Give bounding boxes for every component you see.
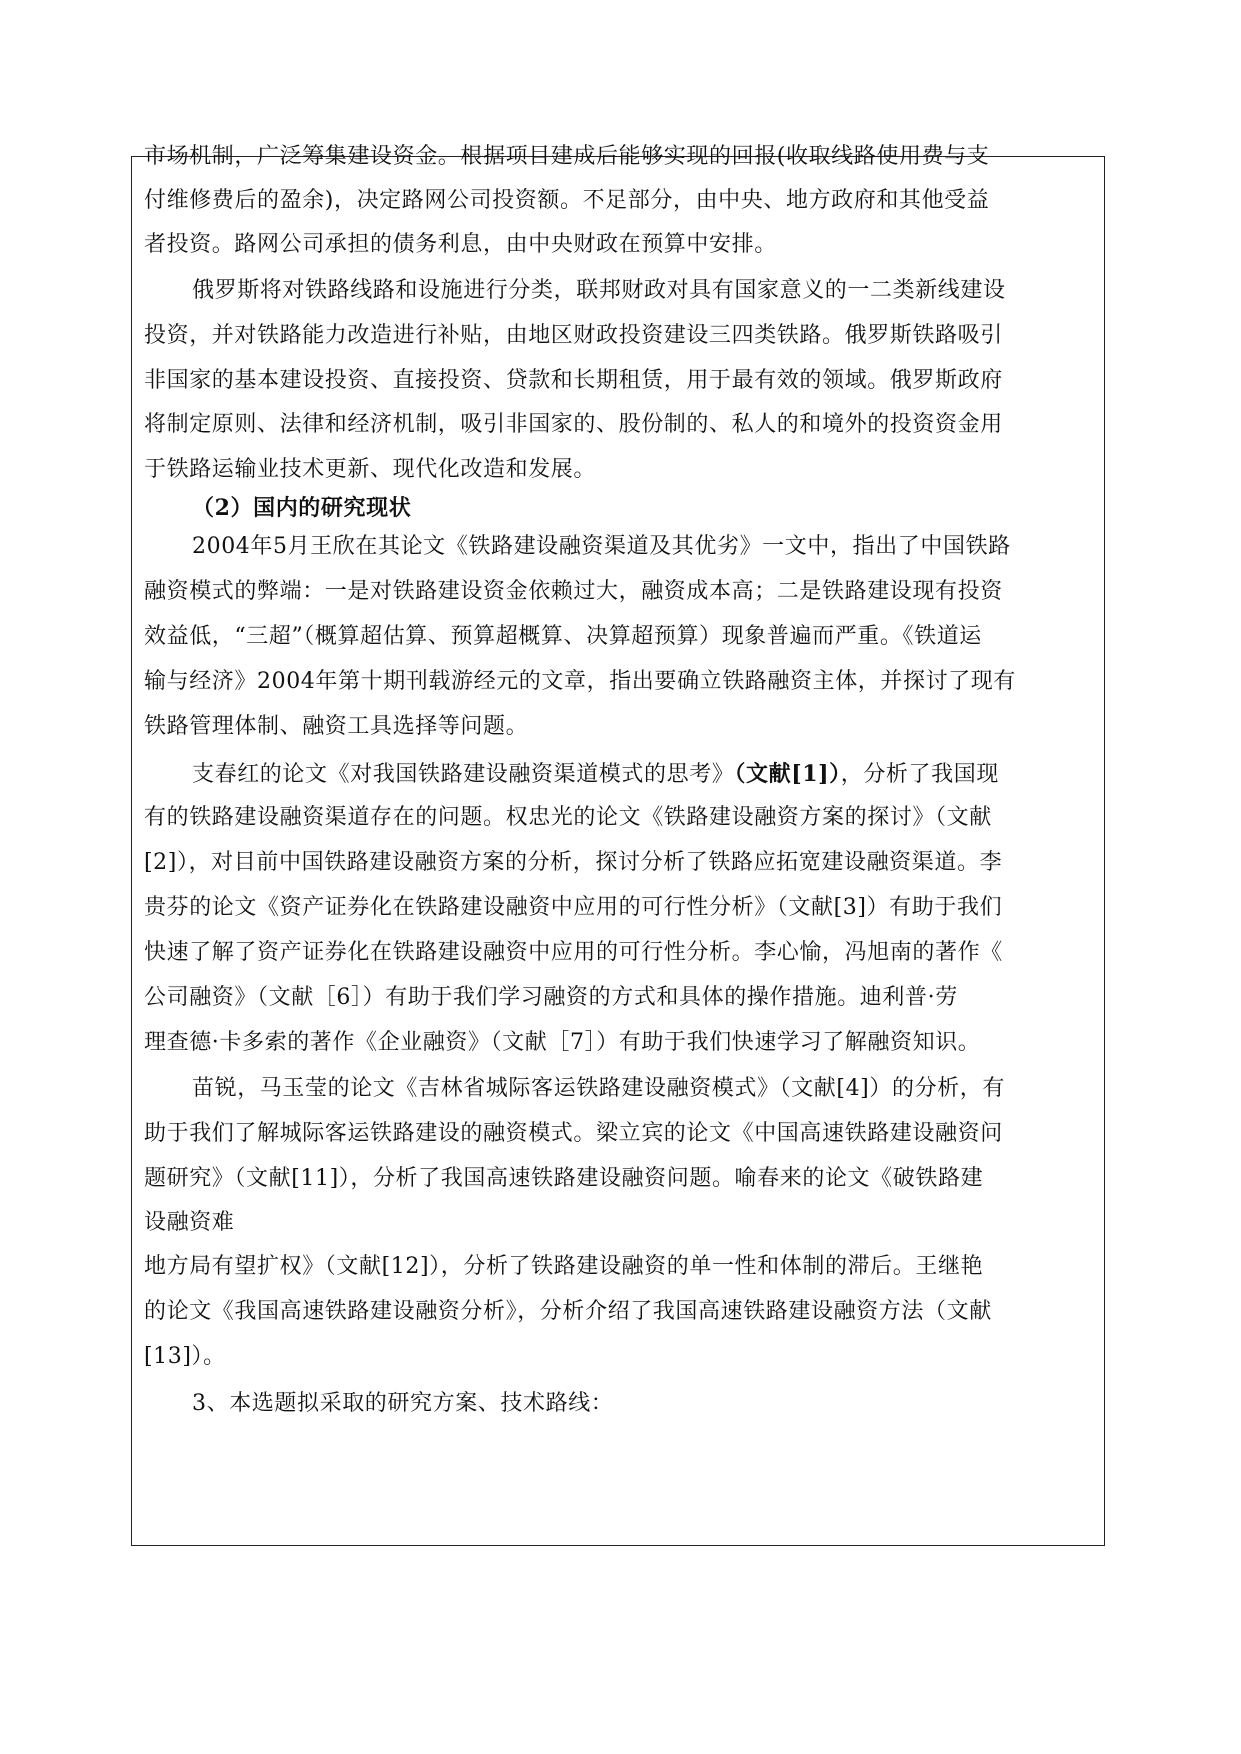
text-run: 支春红的论文《对我国铁路建设融资渠道模式的思考》 [192, 762, 735, 787]
paragraph-line: 非国家的基本建设投资、直接投资、贷款和长期租赁，用于最有效的领域。俄罗斯政府 [144, 368, 1003, 393]
paragraph-line: 于铁路运输业技术更新、现代化改造和发展。 [144, 457, 597, 482]
paragraph-line: 铁路管理体制、融资工具选择等问题。 [144, 714, 529, 739]
paragraph-line: 将制定原则、法律和经济机制，吸引非国家的、股份制的、私人的和境外的投资资金用 [144, 412, 1003, 437]
citation-bold: （文献[1]） [734, 761, 841, 787]
paragraph-line: 助于我们了解城际客运铁路建设的融资模式。梁立宾的论文《中国高速铁路建设融资问 [144, 1121, 1003, 1146]
paragraph-line: 贵芬的论文《资产证券化在铁路建设融资中应用的可行性分析》（文献[3]）有助于我们 [144, 895, 1003, 920]
paragraph-line: 题研究》（文献[11]），分析了我国高速铁路建设融资问题。喻春来的论文《破铁路建 [144, 1166, 984, 1191]
paragraph-line: 付维修费后的盈余)，决定路网公司投资额。不足部分，由中央、地方政府和其他受益 [144, 188, 990, 213]
paragraph-line: 输与经济》2004年第十期刊载游经元的文章，指出要确立铁路融资主体，并探讨了现有 [144, 669, 1016, 694]
paragraph-line: [2]），对目前中国铁路建设融资方案的分析，探讨分析了铁路应拓宽建设融资渠道。李 [144, 850, 1003, 875]
paragraph-line: 投资，并对铁路能力改造进行补贴，由地区财政投资建设三四类铁路。俄罗斯铁路吸引 [144, 323, 1003, 348]
paragraph-line: 公司融资》（文献［6］）有助于我们学习融资的方式和具体的操作措施。迪利普·劳 [144, 985, 958, 1010]
paragraph-line: [13]）。 [144, 1344, 226, 1369]
paragraph-line: 俄罗斯将对铁路线路和设施进行分类，联邦财政对具有国家意义的一二类新线建设 [192, 278, 1006, 303]
paragraph-line: 2004年5月王欣在其论文《铁路建设融资渠道及其优劣》一文中，指出了中国铁路 [192, 534, 1011, 559]
paragraph-line: 地方局有望扩权》（文献[12]），分析了铁路建设融资的单一性和体制的滞后。王继艳 [144, 1254, 984, 1279]
paragraph-line: 市场机制，广泛筹集建设资金。根据项目建成后能够实现的回报(收取线路使用费与支 [144, 144, 990, 169]
paragraph-line: 快速了解了资产证券化在铁路建设融资中应用的可行性分析。李心愉，冯旭南的著作《 [144, 940, 1003, 965]
paragraph-line: 有的铁路建设融资渠道存在的问题。权忠光的论文《铁路建设融资方案的探讨》（文献 [144, 805, 992, 830]
section-heading: 3、本选题拟采取的研究方案、技术路线： [192, 1391, 614, 1416]
paragraph-line: 苗锐，马玉莹的论文《吉林省城际客运铁路建设融资模式》（文献[4]）的分析，有 [192, 1076, 1005, 1101]
paragraph-line [192, 760, 1092, 789]
paragraph-line: 者投资。路网公司承担的债务利息，由中央财政在预算中安排。 [144, 232, 777, 257]
paragraph-line: 理查德·卡多索的著作《企业融资》（文献［7］）有助于我们快速学习了解融资知识。 [144, 1030, 981, 1055]
paragraph-line: 融资模式的弊端：一是对铁路建设资金依赖过大，融资成本高；二是铁路建设现有投资 [144, 579, 1003, 604]
paragraph-line: 设融资难 [144, 1210, 235, 1235]
paragraph-line: 效益低，“三超”（概算超估算、预算超概算、决算超预算）现象普遍而严重。《铁道运 [144, 624, 982, 649]
section-heading: （2）国内的研究现状 [192, 495, 412, 521]
paragraph-line: 的论文《我国高速铁路建设融资分析》，分析介绍了我国高速铁路建设融资方法（文献 [144, 1299, 992, 1324]
text-run: ，分析了我国现 [840, 762, 999, 787]
